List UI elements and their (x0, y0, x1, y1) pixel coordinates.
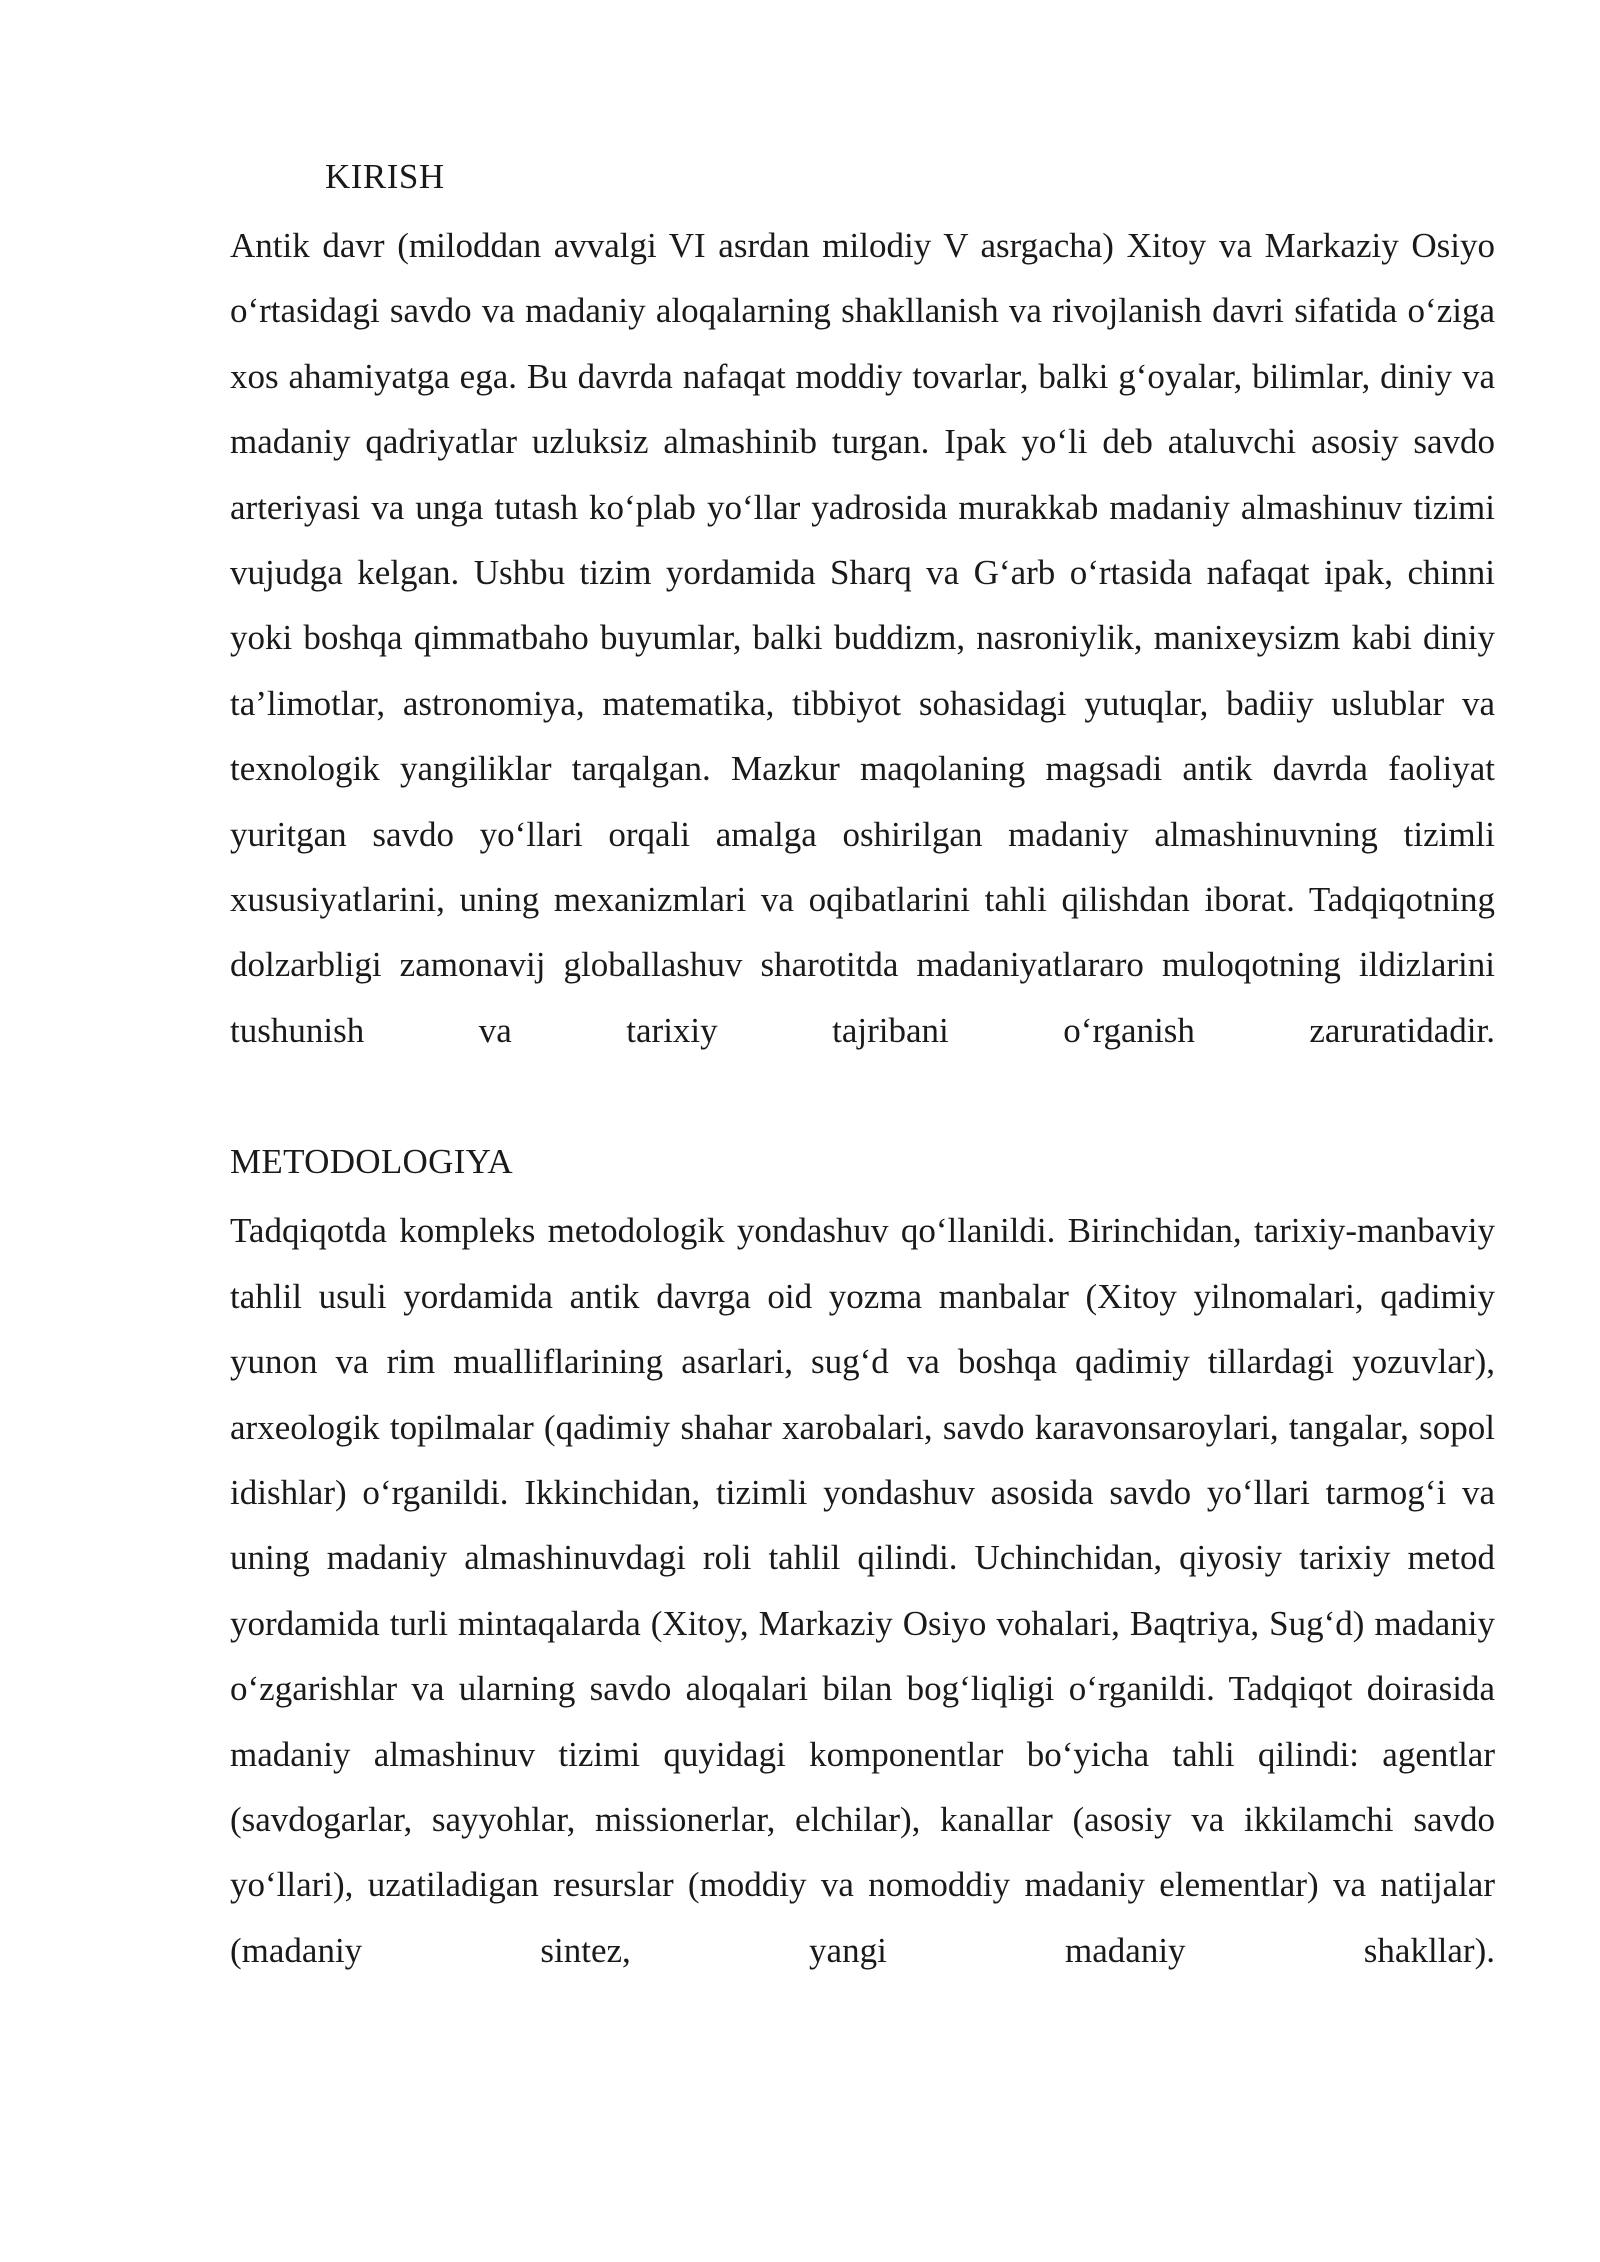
section-heading-kirish: KIRISH (325, 157, 445, 196)
document-content (230, 148, 1495, 1983)
section-body-metodologiya: Tadqiqotda kompleks metodologik yondashuv qo‘llanildi. Birinchidan, tarixiy-manbaviy tahlil usuli yordamida antik davrga oid yozma manbalar (Xitoy yilnomalari, qadimiy yunon va rim mualliflarining asarlari, sug‘d va boshqa qadimiy tillardagi yozuvlar), arxeologik topilmalar (qadimiy shahar xarobalari, savdo karavonsaroylari, tangalar, sopol idishlar) o‘rganildi. Ikkinchidan, tizimli yondashuv asosida savdo yo‘llari tarmog‘i va uning madaniy almashinuvdagi roli tahlil qilindi. Uchinchidan, qiyosiy tarixiy metod yordamida turli mintaqalarda (Xitoy, Markaziy Osiyo vohalari, Baqtriya, Sug‘d) madaniy o‘zgarishlar va ularning savdo aloqalari bilan bog‘liqligi o‘rganildi. Tadqiqot doirasida madaniy almashinuv tizimi quyidagi komponentlar bo‘yicha tahli qilindi: agentlar (savdogarlar, sayyohlar, missionerlar, elchilar), kanallar (asosiy va ikkilamchi savdo yo‘llari), uzatiladigan resurslar (moddiy va nomoddiy madaniy elementlar) va natijalar (madaniy sintez, yangi madaniy shakllar). (230, 1211, 1495, 1970)
section-body-kirish: Antik davr (miloddan avvalgi VI asrdan milodiy V asrgacha) Xitoy va Markaziy Osiyo o‘rtasidagi savdo va madaniy aloqalarning shakllanish va rivojlanish davri sifatida o‘ziga xos ahamiyatga ega. Bu davrda nafaqat moddiy tovarlar, balki g‘oyalar, bilimlar, diniy va madaniy qadriyatlar uzluksiz almashinib turgan. Ipak yo‘li deb ataluvchi asosiy savdo arteriyasi va unga tutash ko‘plab yo‘llar yadrosida murakkab madaniy almashinuv tizimi vujudga kelgan. Ushbu tizim yordamida Sharq va G‘arb o‘rtasida nafaqat ipak, chinni yoki boshqa qimmatbaho buyumlar, balki buddizm, nasroniylik, manixeysizm kabi diniy ta’limotlar, astronomiya, matematika, tibbiyot sohasidagi yutuqlar, badiiy uslublar va texnologik yangiliklar tarqalgan. Mazkur maqolaning magsadi antik davrda faoliyat yuritgan savdo yo‘llari orqali amalga oshirilgan madaniy almashinuvning tizimli xususiyatlarini, uning mexanizmlari va oqibatlarini tahli qilishdan iborat. Tadqiqotning dolzarbligi zamonavij globallashuv sharotitda madaniyatlararo muloqotning ildizlarini tushunish va tarixiy tajribani o‘rganish zaruratidadir. (230, 226, 1495, 1050)
section-heading-metodologiya: METODOLOGIYA (230, 1142, 513, 1182)
section-spacer (230, 1063, 1495, 1133)
